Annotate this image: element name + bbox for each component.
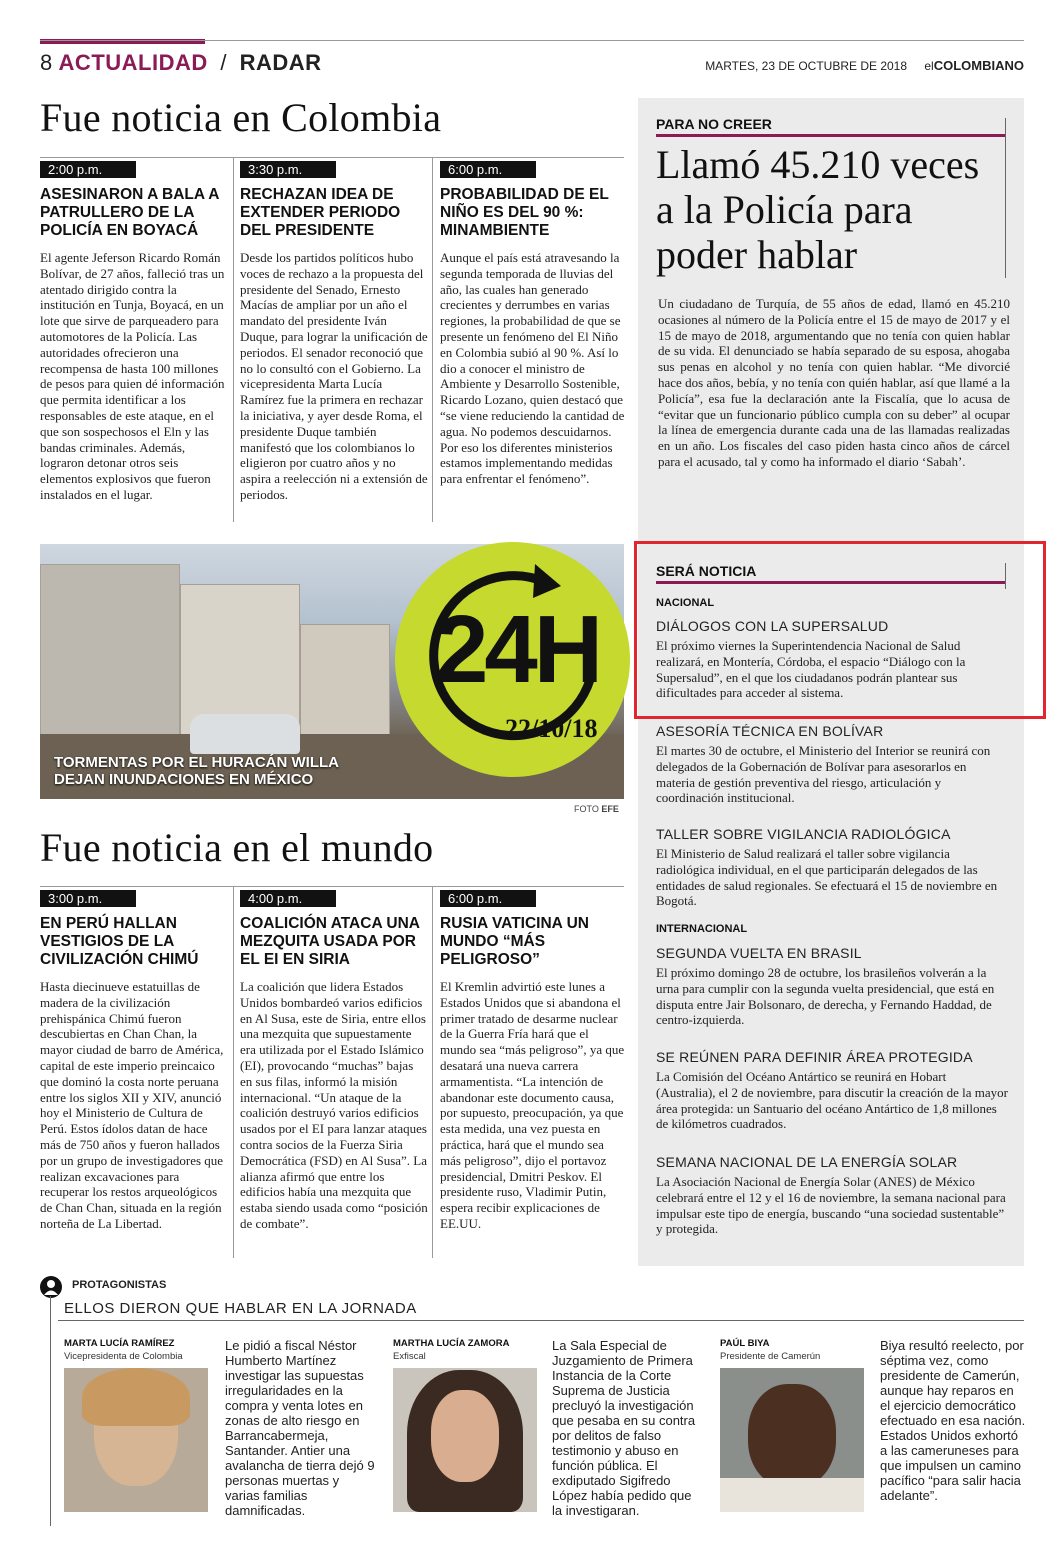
- news-body: Desde los partidos políticos hubo voces de rechazo a la propuesta del presidente del Senado, Ernesto Macías de ampliar por un año el mandato del presidente Iván Duque, para lograr la unificación de periodos. El senador reconoció que no lo consultó con el Gobierno. La vicepresidenta Marta Lucía Ramírez fue la primera en rechazar la iniciativa, y ayer desde Roma, el presidente Duque también manifestó que los colombianos lo eligieron por cuatro años y no aspira a reelección ni a extensión de periodos.: [240, 250, 428, 502]
- news-headline: RECHAZAN IDEA DE EXTENDER PERIODO DEL PRESIDENTE: [240, 186, 401, 239]
- sera-noticia-label: SERÁ NOTICIA: [656, 563, 757, 579]
- person-text: Biya resultó reelecto, por séptima vez, como presidente de Camerún, aunque hay reparos en el ejercicio democrático efectuado en esa nación. Estados Unidos exhortó a las cameruneses para que impulsen un camino pacífico “para salir hacia adelante”.: [880, 1338, 1026, 1503]
- sera-item-headline: SEMANA NACIONAL DE LA ENERGÍA SOLAR: [656, 1154, 958, 1170]
- sera-item: [656, 945, 1008, 1028]
- person-role: Vicepresidenta de Colombia: [64, 1351, 183, 1362]
- portrait-face: [431, 1390, 499, 1482]
- news-headline: EN PERÚ HALLAN VESTIGIOS DE LA CIVILIZACIÓN CHIMÚ: [40, 915, 199, 968]
- time-badge: 6:00 p.m.: [440, 161, 536, 178]
- panel-side-rule: [1005, 118, 1006, 278]
- subsection-name: RADAR: [239, 50, 322, 75]
- news-item: [240, 159, 428, 503]
- person-name: MARTA LUCÍA RAMÍREZ: [64, 1338, 175, 1349]
- sera-item: [656, 826, 1008, 909]
- photo-building: [40, 564, 180, 744]
- news-body: Hasta diecinueve estatuillas de madera de la civilización prehispánica Chimú fueron descubiertas en Chan Chan, la mayor ciudad de barro de América, capital de este imperio preincaico que dominó la costa norte peruana entre los siglos XII y XIV, anunció hoy el Ministerio de Cultura de Perú. Estos ídolos datan de hace más de 750 años y fueron hallados por un grupo de investigadores que realizan excavaciones para recuperar los restos arqueológicos de Chan Chan, situada en la región norteña de La Libertad.: [40, 979, 224, 1231]
- photo-credit-prefix: FOTO: [574, 804, 599, 814]
- sera-item-headline: TALLER SOBRE VIGILANCIA RADIOLÓGICA: [656, 826, 951, 842]
- news-body: La coalición que lidera Estados Unidos bombardeó varios edificios en Al Susa, este de Siria, entre ellos una mezquita que supuestamente era utilizada por el Estado Islámico (EI), provocando “muchas” bajas en sus filas, informó la misión internacional. “Un ataque de la coalición destruyó varios edificios usados por el EI para lanzar ataques contra socios de la Fuerza Siria Democrática (FSD) en Al Susa”. La alianza afirmó que entre los edificios había una mezquita que estaba siendo usada como “posición de combate”.: [240, 979, 428, 1231]
- protagonistas-side-rule: [50, 1296, 51, 1526]
- news-item: [40, 159, 228, 503]
- sera-item-body: La Comisión del Océano Antártico se reunirá en Hobart (Australia), el 2 de noviembre, para discutir la creación de la mayor área protegida: un Santuario del océano Antártico de 1,8 millones de kilómetros cuadrados.: [656, 1069, 1008, 1132]
- news-headline: RUSIA VATICINA UN MUNDO “MÁS PELIGROSO”: [440, 915, 589, 968]
- sera-item: [656, 723, 1008, 806]
- brand-name: COLOMBIANO: [933, 58, 1024, 73]
- news-item: [440, 888, 628, 1232]
- para-no-creer-rule: [656, 134, 1006, 137]
- highlight-box: [634, 541, 1046, 719]
- news-item: [240, 888, 428, 1232]
- photo-caption: [54, 754, 339, 788]
- time-badge: 6:00 p.m.: [440, 890, 536, 907]
- time-badge: 4:00 p.m.: [240, 890, 336, 907]
- person-name: MARTHA LUCÍA ZAMORA: [393, 1338, 510, 1349]
- time-badge: 3:00 p.m.: [40, 890, 136, 907]
- person-name: PAÚL BIYA: [720, 1338, 770, 1349]
- para-no-creer-title: Llamó 45.210 veces a la Policía para poder hablar: [656, 142, 980, 277]
- news-body: El agente Jeferson Ricardo Román Bolívar, de 27 años, falleció tras un atentado dirigido contra la institución en Tunja, Boyacá, en un lote que sirve de parqueadero para automotores de la Policía. Las autoridades ofrecieron una recompensa de hasta 100 millones de pesos para quien dé información que permita identificar a los responsables de este ataque, en el que son sospechosos el Eln y las bandas criminales. Además, lograron detonar otros seis elementos explosivos que fueron instalados en el lugar.: [40, 250, 225, 502]
- nacional-label: NACIONAL: [656, 597, 715, 609]
- column-divider: [432, 886, 433, 1258]
- 24h-badge: [395, 542, 630, 777]
- section-header: [40, 50, 322, 76]
- section-separator: /: [220, 50, 227, 75]
- portrait-face: [748, 1384, 836, 1488]
- person-role: Exfiscal: [393, 1351, 426, 1362]
- mundo-top-rule: [40, 886, 624, 887]
- column-divider: [233, 886, 234, 1258]
- person-role: Presidente de Camerún: [720, 1351, 821, 1362]
- news-headline: PROBABILIDAD DE EL NIÑO ES DEL 90 %: MINAMBIENTE: [440, 186, 609, 239]
- sera-item-body: El Ministerio de Salud realizará el taller sobre vigilancia radiológica individual, en el que participarán delegados de las entidades de salud regionales. Se efectuará el 15 de noviembre en Bogotá.: [656, 846, 998, 909]
- header-meta: [705, 58, 1024, 73]
- news-headline: COALICIÓN ATACA UNA MEZQUITA USADA POR EL EI EN SIRIA: [240, 915, 420, 968]
- page-number: 8: [40, 50, 53, 75]
- person-text: Le pidió a fiscal Néstor Humberto Martínez investigar las supuestas irregularidades en la compra y venta lotes en zonas de alto riesgo en Barrancabermeja, Santander. Antier una avalancha de tierra dejó 9 personas muertas y varias familias damnificadas.: [225, 1338, 375, 1518]
- colombia-top-rule: [40, 157, 624, 158]
- section-name: ACTUALIDAD: [58, 50, 208, 75]
- portrait-photo: [393, 1368, 537, 1512]
- photo-credit-agency: EFE: [601, 804, 619, 814]
- brand-logo: [924, 59, 1024, 73]
- badge-text: 24H: [435, 596, 600, 703]
- photo-building: [300, 624, 390, 744]
- protagonistas-label: PROTAGONISTAS: [72, 1279, 167, 1291]
- sera-item: [656, 1049, 1008, 1132]
- news-body: El Kremlin advirtió este lunes a Estados Unidos que si abandona el primer tratado de desarme nuclear de la Guerra Fría hará que el mundo sea “más peligroso”, ya que desatará una nueva carrera armamentista. “La intención de abandonar este documento causa, por supuesto, preocupación, ya que esta medida, una vez puesta en práctica, hará que el mundo sea más peligroso”, dijo el portavoz presidencial, Dmitri Peskov. El presidente ruso, Vladimir Putin, espera recibir explicaciones de EE.UU.: [440, 979, 625, 1231]
- person-icon: [40, 1276, 62, 1298]
- sera-item-headline: ASESORÍA TÉCNICA EN BOLÍVAR: [656, 723, 884, 739]
- header-rule: [40, 40, 1024, 41]
- portrait-photo: [64, 1368, 208, 1512]
- portrait-hair: [82, 1368, 190, 1426]
- sera-item-body: El próximo domingo 28 de octubre, los brasileños volverán a la urna para cumplir con la segunda vuelta presidencial, que está en disputa entre Jair Bolsonaro, de derecha, y Fernando Haddad, de centro-izquierda.: [656, 965, 995, 1028]
- photo-caption-line: DEJAN INUNDACIONES EN MÉXICO: [54, 771, 314, 788]
- column-divider: [432, 157, 433, 522]
- sera-item-headline: DIÁLOGOS CON LA SUPERSALUD: [656, 618, 889, 634]
- sera-item-headline: SEGUNDA VUELTA EN BRASIL: [656, 945, 862, 961]
- photo-credit: [574, 804, 619, 814]
- time-badge: 3:30 p.m.: [240, 161, 336, 178]
- news-body: Aunque el país está atravesando la segunda temporada de lluvias del año, las cuales han generado crecientes y derrumbes en varias regiones, la probabilidad de que se presente un fenómeno del El Niño en Colombia subió al 90 %. Así lo dio a conocer el ministro de Ambiente y Desarrollo Sostenible, Ricardo Lozano, quien destacó que “se viene reduciendo la cantidad de agua. No podemos descuidarnos. Por eso los diferentes ministerios estamos implementando medidas para enfrentar el fenómeno”.: [440, 250, 625, 487]
- time-badge: 2:00 p.m.: [40, 161, 136, 178]
- sera-item: [656, 1154, 1008, 1237]
- portrait-clothes: [720, 1478, 864, 1512]
- column-divider: [233, 157, 234, 522]
- sera-item-body: El martes 30 de octubre, el Ministerio del Interior se reunirá con delegados de la Gobernación de Bolívar para asesorarlos en materia de gestión preventiva del riesgo, articulación y coordinación institucional.: [656, 743, 991, 806]
- brand-prefix: el: [924, 59, 934, 73]
- portrait-photo: [720, 1368, 864, 1512]
- protagonistas-rule: [58, 1320, 1024, 1321]
- badge-date: 22/10/18: [505, 714, 598, 743]
- sera-item-headline: SE REÚNEN PARA DEFINIR ÁREA PROTEGIDA: [656, 1049, 973, 1065]
- news-headline: ASESINARON A BALA A PATRULLERO DE LA POLICÍA EN BOYACÁ: [40, 186, 219, 239]
- person-text: La Sala Especial de Juzgamiento de Primera Instancia de la Corte Suprema de Justicia precluyó la investigación que pesaba en su contra por delitos de falso testimonio y abuso en función pública. El exdiputado Sigifredo López había pedido que la investigaran.: [552, 1338, 696, 1518]
- sera-item-body: El próximo viernes la Superintendencia Nacional de Salud realizará, en Montería, Córdoba, el espacio “Diálogo con la Supersalud”, en el que los ciudadanos podrán plantear sus dificultades para acceder al sistema.: [656, 638, 966, 701]
- submerged-car: [190, 714, 300, 754]
- para-no-creer-body: Un ciudadano de Turquía, de 55 años de edad, llamó en 45.210 ocasiones al número de la Policía entre el 15 de mayo de 2017 y el 15 de mayo de 2018, argumentando que no tenía con quien hablar de su vida. El denunciado se había separado de su esposa, ahogaba sus penas en alcohol y no tenía con quien hablar. “Me divorcié hace dos años, bebía, y no tenía con quién hablar, así que llamé a la Policía”, esa fue la declaración ante la Fiscalía, que lo acusa de “evitar que un funcionario público cumpla con su deber” al ocupar la línea de emergencia durante cada una de las llamadas realizadas en un año. Los fiscales del caso piden hasta cinco años de cárcel para el acusado, tal y como ha informado el diario ‘Sabah’.: [658, 296, 1010, 469]
- para-no-creer-label: PARA NO CREER: [656, 116, 772, 132]
- news-item: [40, 888, 228, 1232]
- protagonistas-subtitle: ELLOS DIERON QUE HABLAR EN LA JORNADA: [64, 1300, 417, 1317]
- sera-item-body: La Asociación Nacional de Energía Solar (ANES) de México celebrará entre el 12 y el 16 de noviembre, la semana nacional para impulsar este tipo de energía, buscando “una sociedad sustentable” y protegida.: [656, 1174, 1006, 1237]
- internacional-label: INTERNACIONAL: [656, 923, 748, 935]
- issue-date: MARTES, 23 DE OCTUBRE DE 2018: [705, 59, 908, 73]
- photo-caption-line: TORMENTAS POR EL HURACÁN WILLA: [54, 754, 339, 771]
- news-item: [440, 159, 628, 487]
- mundo-title: Fue noticia en el mundo: [40, 825, 434, 870]
- colombia-title: Fue noticia en Colombia: [40, 95, 442, 140]
